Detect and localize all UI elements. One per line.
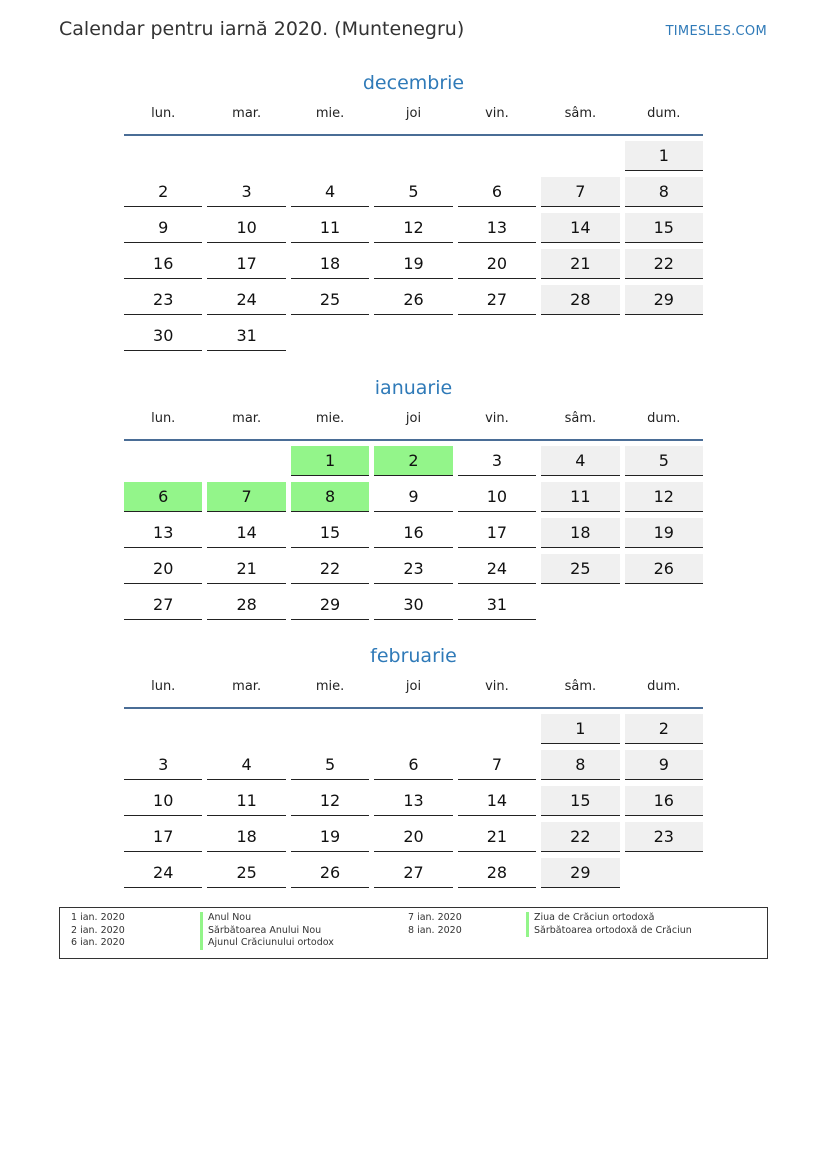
weekday-header	[124, 105, 703, 136]
day-cell: 24	[458, 554, 536, 584]
weekday-label: mie.	[315, 106, 345, 121]
holiday-day-cell: 6	[124, 482, 202, 512]
day-cell: 29	[625, 285, 703, 315]
day-cell: 29	[291, 590, 369, 620]
empty-cell	[207, 141, 285, 171]
weekday-label: sâm.	[564, 411, 597, 426]
day-cell: 28	[207, 590, 285, 620]
day-cell: 18	[207, 822, 285, 852]
day-cell: 26	[291, 858, 369, 888]
weekday-label: joi	[405, 106, 422, 121]
day-cell: 23	[374, 554, 452, 584]
holiday-day-cell: 7	[207, 482, 285, 512]
day-cell: 6	[374, 750, 452, 780]
day-cell: 15	[625, 213, 703, 243]
holiday-day-cell: 8	[291, 482, 369, 512]
day-cell: 26	[374, 285, 452, 315]
day-cell: 16	[374, 518, 452, 548]
month-title: februarie	[370, 645, 457, 667]
empty-cell	[458, 714, 536, 744]
day-cell: 27	[124, 590, 202, 620]
day-cell: 4	[207, 750, 285, 780]
day-cell: 27	[374, 858, 452, 888]
month-february	[124, 643, 703, 894]
day-cell: 30	[374, 590, 452, 620]
day-cell: 23	[124, 285, 202, 315]
day-cell: 21	[458, 822, 536, 852]
day-cell: 13	[124, 518, 202, 548]
day-cell: 11	[207, 786, 285, 816]
legend-date: 7 ian. 2020	[408, 912, 462, 923]
day-cell: 19	[374, 249, 452, 279]
day-cell: 9	[625, 750, 703, 780]
day-cell: 11	[541, 482, 619, 512]
day-cell: 19	[291, 822, 369, 852]
empty-cell	[124, 714, 202, 744]
weekday-label: joi	[405, 411, 422, 426]
weekday-label: mar.	[232, 411, 262, 426]
legend-holiday-name: Ziua de Crăciun ortodoxă	[526, 912, 692, 925]
day-cell: 1	[541, 714, 619, 744]
day-cell: 5	[625, 446, 703, 476]
month-title: ianuarie	[374, 377, 453, 399]
day-cell: 30	[124, 321, 202, 351]
day-cell: 21	[541, 249, 619, 279]
empty-cell	[541, 141, 619, 171]
weekday-label: dum.	[647, 106, 681, 121]
weekday-label: mie.	[315, 679, 345, 694]
legend-names-left	[200, 912, 334, 950]
month-title: decembrie	[362, 72, 465, 94]
day-cell: 10	[458, 482, 536, 512]
day-cell: 8	[625, 177, 703, 207]
empty-cell	[458, 141, 536, 171]
day-cell: 24	[124, 858, 202, 888]
holiday-day-cell: 2	[374, 446, 452, 476]
weekday-label: dum.	[647, 411, 681, 426]
empty-cell	[374, 714, 452, 744]
weekday-header	[124, 410, 703, 441]
month-december	[124, 70, 703, 357]
day-cell: 7	[541, 177, 619, 207]
legend-dates-right	[408, 912, 462, 937]
day-cell: 24	[207, 285, 285, 315]
day-cell: 13	[374, 786, 452, 816]
day-grid	[124, 446, 703, 626]
weekday-label: mar.	[232, 679, 262, 694]
page-title: Calendar pentru iarnă 2020. (Muntenegru)	[59, 18, 465, 40]
day-cell: 28	[541, 285, 619, 315]
holiday-day-cell: 1	[291, 446, 369, 476]
day-cell: 21	[207, 554, 285, 584]
day-cell: 25	[291, 285, 369, 315]
day-cell: 17	[207, 249, 285, 279]
day-cell: 19	[625, 518, 703, 548]
empty-cell	[291, 714, 369, 744]
day-cell: 17	[458, 518, 536, 548]
month-january	[124, 375, 703, 626]
day-cell: 3	[207, 177, 285, 207]
weekday-header	[124, 678, 703, 709]
empty-cell	[207, 714, 285, 744]
day-cell: 9	[124, 213, 202, 243]
day-cell: 15	[291, 518, 369, 548]
weekday-label: sâm.	[564, 106, 597, 121]
day-cell: 18	[541, 518, 619, 548]
day-cell: 3	[458, 446, 536, 476]
day-cell: 4	[291, 177, 369, 207]
day-cell: 16	[124, 249, 202, 279]
legend-date: 8 ian. 2020	[408, 924, 462, 936]
day-cell: 31	[458, 590, 536, 620]
day-cell: 5	[374, 177, 452, 207]
legend-holiday-name: Sărbătoarea ortodoxă de Crăciun	[526, 925, 692, 938]
day-cell: 20	[124, 554, 202, 584]
day-cell: 26	[625, 554, 703, 584]
weekday-label: vin.	[485, 679, 509, 694]
day-cell: 25	[541, 554, 619, 584]
day-grid	[124, 141, 703, 357]
legend-date: 2 ian. 2020	[71, 924, 125, 936]
day-cell: 8	[541, 750, 619, 780]
weekday-label: lun.	[151, 679, 176, 694]
day-cell: 14	[207, 518, 285, 548]
weekday-label: vin.	[485, 106, 509, 121]
empty-cell	[374, 141, 452, 171]
day-cell: 25	[207, 858, 285, 888]
empty-cell	[124, 141, 202, 171]
day-cell: 2	[625, 714, 703, 744]
day-cell: 7	[458, 750, 536, 780]
weekday-label: sâm.	[564, 679, 597, 694]
day-cell: 10	[207, 213, 285, 243]
day-cell: 9	[374, 482, 452, 512]
legend-names-right	[526, 912, 692, 937]
day-cell: 20	[374, 822, 452, 852]
empty-cell	[207, 446, 285, 476]
day-cell: 14	[458, 786, 536, 816]
day-grid	[124, 714, 703, 894]
day-cell: 12	[291, 786, 369, 816]
day-cell: 14	[541, 213, 619, 243]
weekday-label: mie.	[315, 411, 345, 426]
day-cell: 22	[291, 554, 369, 584]
weekday-label: mar.	[232, 106, 262, 121]
day-cell: 10	[124, 786, 202, 816]
day-cell: 13	[458, 213, 536, 243]
day-cell: 3	[124, 750, 202, 780]
holiday-legend	[59, 907, 768, 959]
empty-cell	[291, 141, 369, 171]
day-cell: 11	[291, 213, 369, 243]
day-cell: 15	[541, 786, 619, 816]
legend-holiday-name: Anul Nou	[200, 912, 334, 925]
legend-holiday-name: Sărbătoarea Anului Nou	[200, 925, 334, 938]
day-cell: 22	[625, 249, 703, 279]
day-cell: 20	[458, 249, 536, 279]
day-cell: 31	[207, 321, 285, 351]
day-cell: 2	[124, 177, 202, 207]
day-cell: 4	[541, 446, 619, 476]
day-cell: 28	[458, 858, 536, 888]
weekday-label: lun.	[151, 411, 176, 426]
legend-date: 6 ian. 2020	[71, 937, 125, 948]
day-cell: 22	[541, 822, 619, 852]
day-cell: 17	[124, 822, 202, 852]
day-cell: 12	[374, 213, 452, 243]
day-cell: 29	[541, 858, 619, 888]
legend-holiday-name: Ajunul Crăciunului ortodox	[200, 937, 334, 950]
day-cell: 18	[291, 249, 369, 279]
day-cell: 23	[625, 822, 703, 852]
weekday-label: vin.	[485, 411, 509, 426]
empty-cell	[124, 446, 202, 476]
weekday-label: joi	[405, 679, 422, 694]
weekday-label: dum.	[647, 679, 681, 694]
legend-date: 1 ian. 2020	[71, 912, 125, 923]
day-cell: 5	[291, 750, 369, 780]
brand-link[interactable]: TIMESLES.COM	[665, 24, 767, 39]
day-cell: 27	[458, 285, 536, 315]
legend-dates-left	[71, 912, 125, 950]
day-cell: 6	[458, 177, 536, 207]
day-cell: 1	[625, 141, 703, 171]
day-cell: 16	[625, 786, 703, 816]
weekday-label: lun.	[151, 106, 176, 121]
day-cell: 12	[625, 482, 703, 512]
